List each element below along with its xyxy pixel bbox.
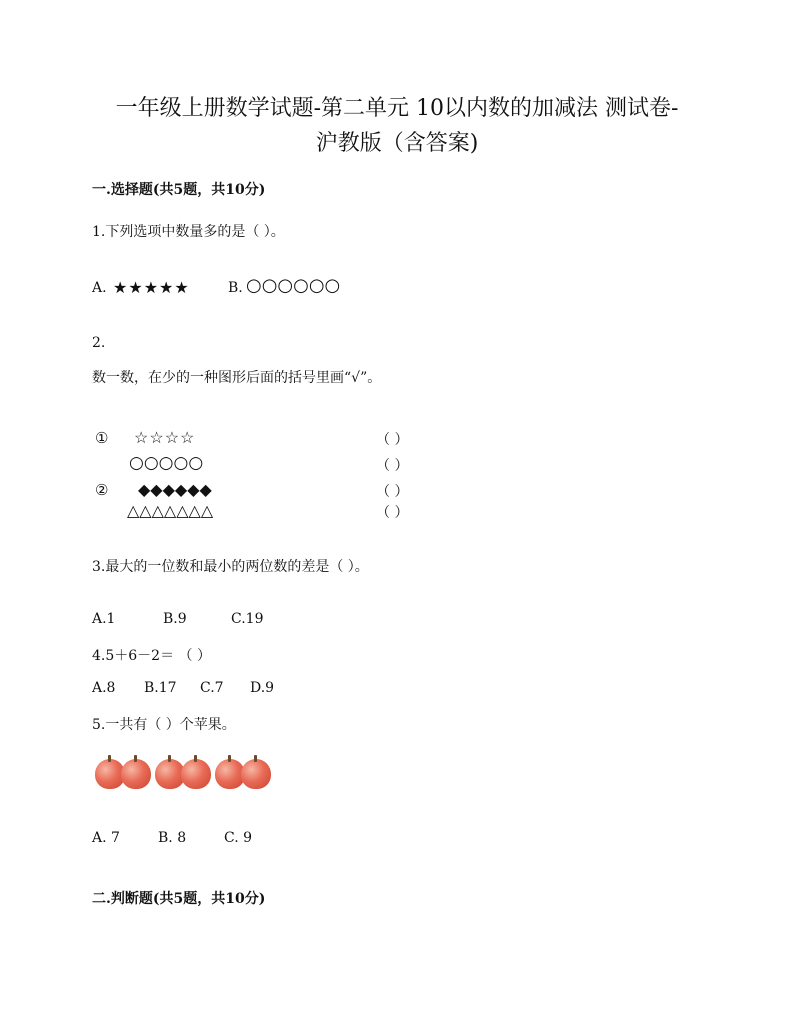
q2-group2-row2-bracket: （ ）: [376, 505, 409, 521]
q3-option-b: B.9: [163, 611, 187, 627]
section1-heading: 一.选择题(共5题，共10分): [92, 182, 266, 198]
apples-image: [95, 749, 273, 793]
q1-option-b-circles: ○○○○○○: [246, 275, 341, 296]
q2-group2-row1-bracket: （ ）: [376, 484, 409, 500]
q3-option-a: A.1: [92, 611, 116, 627]
q5-option-b: B. 8: [158, 830, 187, 846]
q2-group1-marker: ①: [95, 429, 109, 447]
q5-option-c: C. 9: [224, 830, 253, 846]
q1-option-a-label: A.: [92, 280, 107, 296]
q4-option-a: A.8: [92, 680, 116, 696]
q2-stem: 数一数，在少的一种图形后面的括号里画“√”。: [92, 370, 382, 386]
apple-icon: [181, 759, 211, 789]
q4-option-c: C.7: [200, 680, 224, 696]
page-title-line1: 一年级上册数学试题-第二单元 10以内数的加减法 测试卷-: [115, 96, 679, 121]
q3-option-c: C.19: [231, 611, 264, 627]
apple-icon: [121, 759, 151, 789]
q2-group1-row2-bracket: （ ）: [376, 458, 409, 474]
q2-number: 2.: [92, 335, 106, 351]
q5-stem: 5.一共有（ ）个苹果。: [92, 717, 236, 733]
q1-option-b-label: B.: [228, 280, 243, 296]
apple-pair: [215, 749, 273, 793]
q4-option-b: B.17: [144, 680, 177, 696]
q4-option-d: D.9: [250, 680, 275, 696]
q3-stem: 3.最大的一位数和最小的两位数的差是（ ）。: [92, 559, 369, 575]
q1-option-a-stars: ★★★★★: [113, 278, 190, 297]
apple-pair: [155, 749, 213, 793]
q2-group1-stars: ☆☆☆☆: [134, 428, 196, 447]
q5-option-a: A. 7: [92, 830, 120, 846]
q2-group1-circles: ○○○○○: [129, 453, 204, 473]
section2-heading: 二.判断题(共5题，共10分): [92, 891, 266, 907]
q2-group2-diamonds: ◆◆◆◆◆◆: [138, 480, 212, 499]
q2-group1-row1-bracket: （ ）: [376, 432, 409, 448]
apple-pair: [95, 749, 153, 793]
q2-group2-triangles: △△△△△△△: [127, 501, 214, 520]
q4-stem: 4.5＋6－2＝ （ ）: [92, 648, 211, 664]
apple-icon: [241, 759, 271, 789]
q2-group2-marker: ②: [95, 481, 109, 499]
q1-stem: 1.下列选项中数量多的是（ ）。: [92, 224, 285, 240]
page-title-line2: 沪教版（含答案): [315, 131, 479, 156]
